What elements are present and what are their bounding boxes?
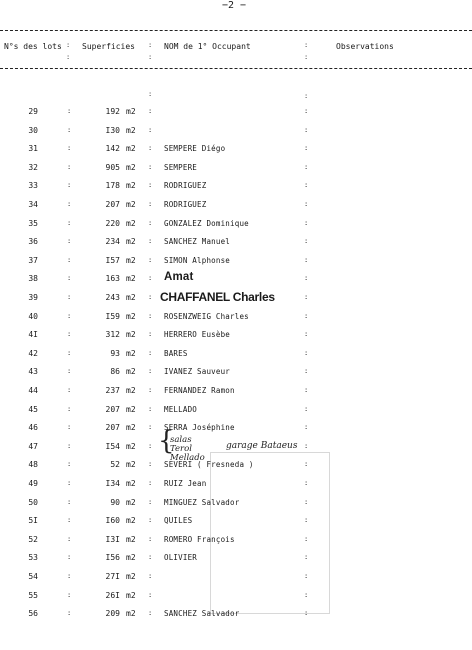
lot-occupant: SEMPERE (164, 162, 198, 172)
lot-occupant: IVANEZ Sauveur (164, 367, 231, 377)
lot-occupant: ROSENZWEIG Charles (164, 311, 249, 321)
lot-unit: m2 (126, 423, 136, 433)
table-row: 53 : I56 m2 : OLIVIER : (0, 553, 472, 571)
table-row: 44 : 237 m2 : FERNANDEZ Ramon : (0, 386, 472, 404)
lot-number: 38 (28, 274, 38, 284)
lot-occupant: RUIZ Jean (164, 479, 207, 488)
lot-unit: m2 (126, 255, 136, 265)
table-row: 32 : 905 m2 : SEMPERE : (0, 163, 472, 181)
lot-number: 45 (28, 404, 38, 414)
lot-unit: m2 (126, 497, 136, 507)
table-row: 52 : I3I m2 : ROMERO François : (0, 535, 472, 553)
lot-area: I3I (105, 534, 120, 544)
lot-occupant: RODRIGUEZ (164, 200, 207, 209)
lot-area: I56 (105, 553, 120, 563)
lot-number: 37 (28, 255, 38, 265)
lot-number: 33 (28, 181, 38, 191)
lot-number: 30 (28, 125, 38, 135)
lot-number: 47 (28, 441, 38, 451)
lot-area: 27I (105, 572, 120, 581)
lot-number: 4I (28, 330, 38, 340)
table-row: 37 : I57 m2 : SIMON Alphonse : (0, 256, 472, 274)
handwritten-note: garage Bataeus (226, 441, 298, 451)
table-row: 49 : I34 m2 : RUIZ Jean : (0, 479, 472, 497)
lot-area: 26I (105, 590, 120, 600)
lot-occupant: QUILES (164, 516, 193, 526)
lot-unit: m2 (126, 237, 136, 247)
lot-area: 905 (105, 162, 120, 172)
lot-occupant: SIMON Alphonse (164, 255, 231, 265)
table-row: 5I : I60 m2 : QUILES : (0, 516, 472, 534)
lot-occupant: MELLADO (164, 404, 198, 414)
lot-unit: m2 (126, 386, 136, 395)
table-row: 38 : 163 m2 : Amat : (0, 274, 472, 292)
lot-occupant: SERRA Joséphine (164, 423, 235, 433)
lot-number: 34 (28, 200, 38, 209)
lot-unit: m2 (126, 572, 136, 581)
header-occupant: NOM de 1° Occupant (164, 42, 251, 51)
header-observations: Observations (336, 42, 394, 51)
lot-area: 86 (110, 367, 120, 377)
handwritten-name: Mellado (170, 453, 205, 463)
lot-unit: m2 (126, 107, 136, 116)
table-row: 50 : 90 m2 : MINGUEZ Salvador : (0, 498, 472, 516)
lot-area: I34 (105, 479, 120, 488)
lot-number: 52 (28, 534, 38, 544)
lot-unit: m2 (126, 218, 136, 228)
lot-number: 53 (28, 553, 38, 563)
table-row: 46 : 207 m2 : SERRA Joséphine : (0, 423, 472, 441)
lot-occupant: Amat (164, 271, 194, 284)
lot-area: 207 (105, 404, 120, 414)
lot-area: I60 (105, 516, 120, 526)
lot-area: 142 (105, 144, 120, 154)
header-bottom-rule (0, 68, 472, 69)
lot-number: 42 (28, 348, 38, 358)
lot-area: 237 (105, 386, 120, 395)
lot-area: 207 (105, 200, 120, 209)
lot-unit: m2 (126, 348, 136, 358)
page-number: −2 − (222, 0, 247, 11)
lot-unit: m2 (126, 590, 136, 600)
lot-occupant: RODRIGUEZ (164, 181, 207, 191)
lot-area: 163 (105, 274, 120, 284)
lot-occupant: MINGUEZ Salvador (164, 497, 240, 507)
header-top-rule (0, 30, 472, 31)
lot-occupant: SANCHEZ Salvador (164, 609, 240, 619)
lot-occupant: BARES (164, 348, 188, 358)
handwritten-name: salas (170, 435, 192, 445)
table-row: 47 : I54 m2 : : (0, 442, 472, 460)
table-row: 4I : 312 m2 : HERRERO Eusèbe : (0, 330, 472, 348)
table-row: 36 : 234 m2 : SANCHEZ Manuel : (0, 237, 472, 255)
lot-unit: m2 (126, 516, 136, 526)
lot-number: 43 (28, 367, 38, 377)
lot-occupant: ROMERO François (164, 534, 235, 544)
lot-number: 36 (28, 237, 38, 247)
lot-occupant: GONZALEZ Dominique (164, 218, 249, 228)
lot-occupant: OLIVIER (164, 553, 198, 563)
lot-unit: m2 (126, 553, 136, 563)
lot-number: 29 (28, 107, 38, 116)
handwritten-name: Terol (170, 444, 192, 454)
table-row: 48 : 52 m2 : SEVERI ( Fresneda ) : (0, 460, 472, 478)
lot-number: 48 (28, 460, 38, 470)
lot-unit: m2 (126, 125, 136, 135)
table-row: 35 : 220 m2 : GONZALEZ Dominique : (0, 219, 472, 237)
table-row: 42 : 93 m2 : BARES : (0, 349, 472, 367)
table-row: 55 : 26I m2 : : (0, 591, 472, 609)
lot-occupant: SANCHEZ Manuel (164, 237, 231, 247)
table-row: 34 : 207 m2 : RODRIGUEZ : (0, 200, 472, 218)
lot-area: 93 (110, 348, 120, 358)
lot-number: 55 (28, 590, 38, 600)
lot-number: 44 (28, 386, 38, 395)
lot-occupant: FERNANDEZ Ramon (164, 386, 235, 395)
header-surfaces: Superficies (82, 42, 135, 51)
table-row: 43 : 86 m2 : IVANEZ Sauveur : (0, 367, 472, 385)
lot-number: 46 (28, 423, 38, 433)
header-lots: N°s des lots (4, 42, 62, 51)
table-row: 29 : 192 m2 : : (0, 107, 472, 125)
lot-unit: m2 (126, 181, 136, 191)
lot-area: 209 (105, 609, 120, 619)
lot-area: 207 (105, 423, 120, 433)
table-row: 33 : 178 m2 : RODRIGUEZ : (0, 181, 472, 199)
lot-occupant: SEMPERE Diégo (164, 144, 226, 154)
table-row: 45 : 207 m2 : MELLADO : (0, 405, 472, 423)
lot-unit: m2 (126, 479, 136, 488)
lot-unit: m2 (126, 367, 136, 377)
lot-unit: m2 (126, 311, 136, 321)
lot-area: 90 (110, 497, 120, 507)
lot-number: 49 (28, 479, 38, 488)
lot-area: I30 (105, 125, 120, 135)
lot-number: 32 (28, 162, 38, 172)
lot-occupant: CHAFFANEL Charles (160, 290, 275, 304)
table-row: 31 : 142 m2 : SEMPERE Diégo : (0, 144, 472, 162)
lot-number: 56 (28, 609, 38, 619)
lot-area: 243 (105, 293, 120, 302)
handwritten-brace: { (158, 426, 175, 456)
lot-unit: m2 (126, 200, 136, 209)
lot-occupant: SEVERI ( Fresneda ) (164, 460, 254, 470)
lot-area: 178 (105, 181, 120, 191)
lot-unit: m2 (126, 441, 136, 451)
lot-unit: m2 (126, 162, 136, 172)
table-row: 39 : 243 m2 : CHAFFANEL Charles : (0, 293, 472, 311)
table-row: 40 : I59 m2 : ROSENZWEIG Charles : (0, 312, 472, 330)
table-row: 30 : I30 m2 : : (0, 126, 472, 144)
lot-unit: m2 (126, 460, 136, 470)
lot-unit: m2 (126, 330, 136, 340)
lot-number: 31 (28, 144, 38, 154)
lot-area: 220 (105, 218, 120, 228)
lot-number: 54 (28, 572, 38, 581)
lot-unit: m2 (126, 609, 136, 619)
lot-number: 35 (28, 218, 38, 228)
lot-number: 50 (28, 497, 38, 507)
lot-area: I57 (105, 255, 120, 265)
lot-unit: m2 (126, 274, 136, 284)
table-row: 54 : 27I m2 : : (0, 572, 472, 590)
lot-number: 5I (28, 516, 38, 526)
lot-area: 312 (105, 330, 120, 340)
table-row: 56 : 209 m2 : SANCHEZ Salvador : (0, 609, 472, 627)
lot-number: 40 (28, 311, 38, 321)
lot-unit: m2 (126, 144, 136, 154)
lot-unit: m2 (126, 404, 136, 414)
lot-occupant: HERRERO Eusèbe (164, 330, 231, 340)
lot-unit: m2 (126, 293, 136, 302)
lot-unit: m2 (126, 534, 136, 544)
lot-area: 192 (105, 107, 120, 116)
lot-area: I54 (105, 441, 120, 451)
lot-area: I59 (105, 311, 120, 321)
lot-area: 52 (110, 460, 120, 470)
lot-number: 39 (28, 293, 38, 302)
lot-area: 234 (105, 237, 120, 247)
